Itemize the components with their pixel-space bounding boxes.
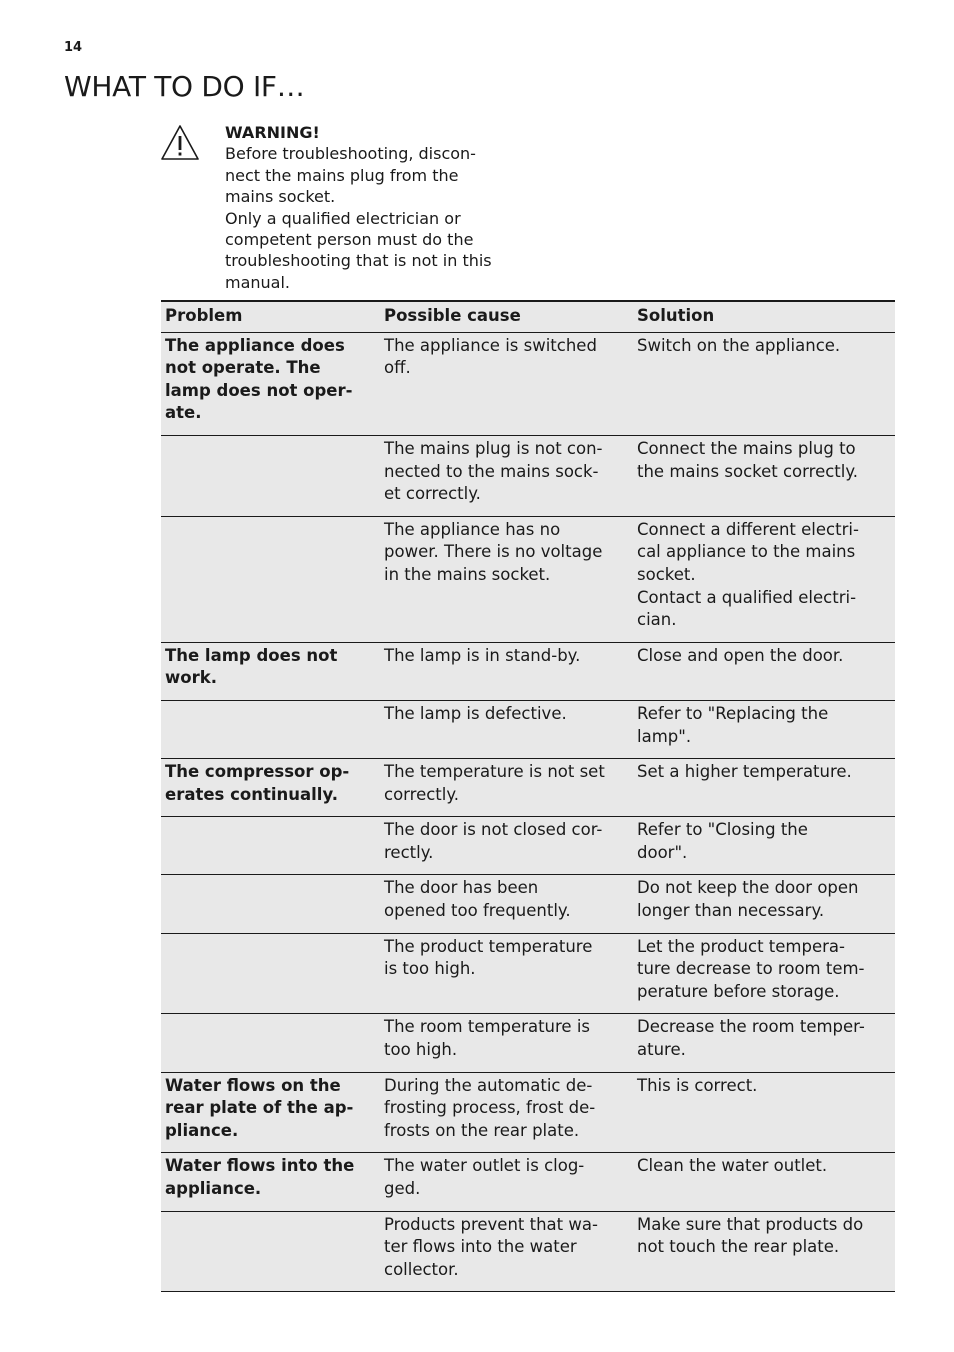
problem-cell: Water flows on the rear plate of the ap- pliance. <box>161 1072 380 1153</box>
problem-cell <box>161 700 380 758</box>
warning-body: Before troubleshooting, discon- nect the mains plug from the mains socket. Only a qualified electrician or competent person must do the troubleshooting that is not in this manual. <box>225 144 492 292</box>
table-row <box>161 1153 895 1211</box>
problem-cell: The compressor op- erates continually. <box>161 759 380 817</box>
problem-cell <box>161 933 380 1014</box>
page-number: 14 <box>64 40 83 55</box>
warning-title: WARNING! <box>225 123 320 142</box>
problem-cell <box>161 435 380 516</box>
solution-cell: Let the product tempera- ture decrease to room tem- perature before storage. <box>633 933 895 1014</box>
solution-cell: Decrease the room temper- ature. <box>633 1014 895 1072</box>
cause-cell: The door is not closed cor- rectly. <box>380 817 633 875</box>
problem-cell <box>161 1014 380 1072</box>
problem-cell <box>161 1211 380 1292</box>
table-row <box>161 1072 895 1153</box>
solution-cell: Connect the mains plug to the mains socket correctly. <box>633 435 895 516</box>
header-possible-cause: Possible cause <box>380 301 633 332</box>
solution-cell: Switch on the appliance. <box>633 332 895 435</box>
problem-cell <box>161 875 380 933</box>
page-title: WHAT TO DO IF… <box>64 70 305 103</box>
table-body <box>161 332 895 1292</box>
warning-triangle-icon <box>160 124 200 162</box>
cause-cell: The appliance has no power. There is no voltage in the mains socket. <box>380 516 633 642</box>
solution-cell: This is correct. <box>633 1072 895 1153</box>
cause-cell: Products prevent that wa- ter flows into the water collector. <box>380 1211 633 1292</box>
solution-cell: Do not keep the door open longer than necessary. <box>633 875 895 933</box>
cause-cell: The mains plug is not con- nected to the mains sock- et correctly. <box>380 435 633 516</box>
solution-cell: Refer to "Replacing the lamp". <box>633 700 895 758</box>
cause-cell: During the automatic de- frosting process, frost de- frosts on the rear plate. <box>380 1072 633 1153</box>
table-row <box>161 516 895 642</box>
header-solution: Solution <box>633 301 895 332</box>
table-row <box>161 642 895 700</box>
problem-cell: Water flows into the appliance. <box>161 1153 380 1211</box>
table-row <box>161 875 895 933</box>
problem-cell <box>161 516 380 642</box>
table-row <box>161 817 895 875</box>
cause-cell: The lamp is defective. <box>380 700 633 758</box>
troubleshooting-table <box>161 300 895 1292</box>
solution-cell: Connect a different electri- cal appliance to the mains socket. Contact a qualified electri- cian. <box>633 516 895 642</box>
table-row <box>161 435 895 516</box>
table-row <box>161 1211 895 1292</box>
table-row <box>161 332 895 435</box>
warning-text <box>225 122 515 293</box>
cause-cell: The appliance is switched off. <box>380 332 633 435</box>
cause-cell: The temperature is not set correctly. <box>380 759 633 817</box>
solution-cell: Make sure that products do not touch the rear plate. <box>633 1211 895 1292</box>
table-row <box>161 759 895 817</box>
table-row <box>161 700 895 758</box>
cause-cell: The room temperature is too high. <box>380 1014 633 1072</box>
solution-cell: Set a higher temperature. <box>633 759 895 817</box>
problem-cell <box>161 817 380 875</box>
header-problem: Problem <box>161 301 380 332</box>
cause-cell: The water outlet is clog- ged. <box>380 1153 633 1211</box>
solution-cell: Refer to "Closing the door". <box>633 817 895 875</box>
cause-cell: The door has been opened too frequently. <box>380 875 633 933</box>
solution-cell: Clean the water outlet. <box>633 1153 895 1211</box>
table-row <box>161 933 895 1014</box>
solution-cell: Close and open the door. <box>633 642 895 700</box>
table-row <box>161 1014 895 1072</box>
problem-cell: The lamp does not work. <box>161 642 380 700</box>
table-header-row <box>161 301 895 332</box>
cause-cell: The product temperature is too high. <box>380 933 633 1014</box>
cause-cell: The lamp is in stand-by. <box>380 642 633 700</box>
problem-cell: The appliance does not operate. The lamp does not oper- ate. <box>161 332 380 435</box>
